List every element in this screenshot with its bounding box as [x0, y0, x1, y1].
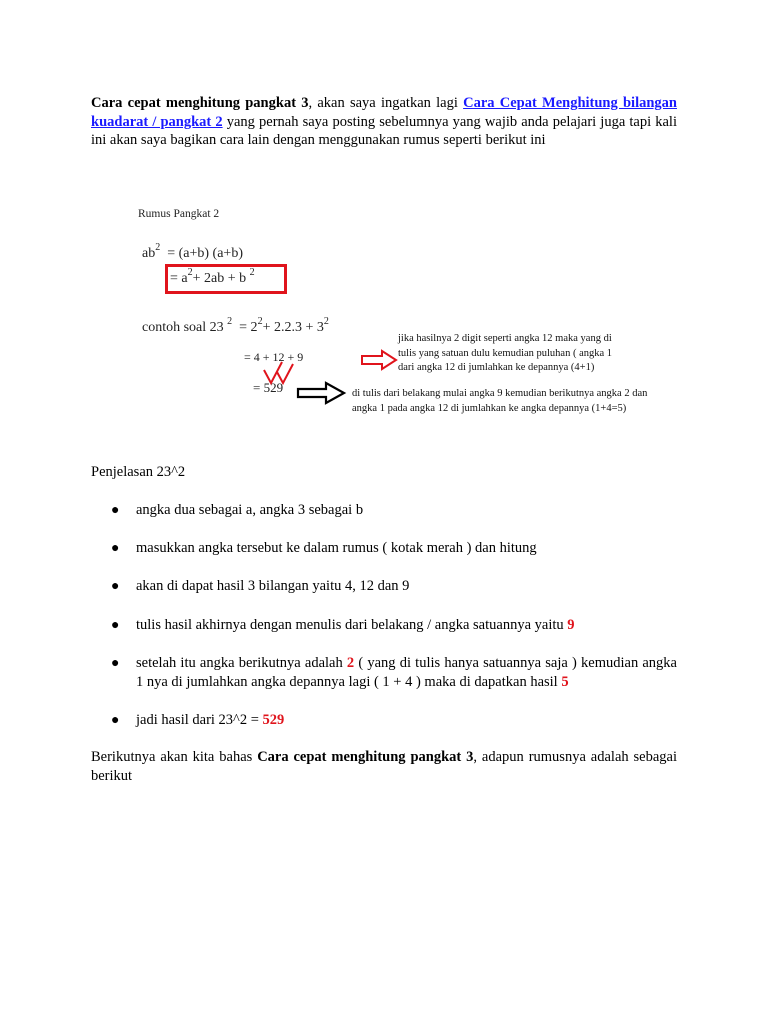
note-2: di tulis dari belakang mulai angka 9 kemudian berikutnya angka 2 dan angka 1 pada angka 12 di jumlahkan ke angka depannya (1+4=5) [352, 388, 648, 414]
formula-figure [130, 200, 690, 440]
bullet-icon: ● [111, 618, 120, 633]
note-1: jika hasilnya 2 digit seperti angka 12 maka yang di tulis yang satuan dulu kemudian puluhan ( angka 1 dari angka 12 di jumlahkan ke depannya (4+1) [398, 333, 613, 373]
red-arrow-icon [362, 351, 396, 369]
outro-paragraph: Berikutnya akan kita bahas Cara cepat menghitung pangkat 3, adapun rumusnya adalah sebagai berikut [91, 749, 678, 784]
explanation-title: Penjelasan 23^2 [91, 464, 186, 480]
formula-line-1: $ab^2 = (a+b)$ (a+b) [142, 242, 243, 261]
highlight-2: 2 [346, 655, 355, 671]
boxed-formula: = $a^2+ 2ab + b$ $^2$ [170, 267, 255, 286]
outro-bold: Cara cepat menghitung pangkat 3 [257, 749, 474, 765]
bullet-icon: ● [111, 541, 120, 556]
bullet-icon: ● [111, 656, 120, 671]
bullet-icon: ● [111, 579, 120, 594]
example-line-1: contoh soal 23 $^2 = 2^2+ 2.2.3 + 3^2$ [142, 316, 329, 335]
black-arrow-icon [298, 383, 344, 403]
highlight-529: 529 [262, 712, 285, 728]
intro-text-2: yang pernah saya posting sebelumnya yang wajib anda pelajari juga tapi kali ini akan saya bagikan cara lain dengan menggunakan rumus seperti berikut ini [91, 113, 677, 148]
figure-heading: Rumus Pangkat 2 [138, 208, 220, 220]
example-line-3: = 529 [253, 380, 284, 395]
intro-text-1: , akan saya ingatkan lagi [308, 95, 464, 111]
highlight-5: 5 [561, 674, 569, 690]
highlight-9: 9 [567, 617, 575, 633]
bullet-icon: ● [111, 503, 120, 518]
red-check-mark-1 [264, 362, 282, 383]
intro-bold-title: Cara cepat menghitung pangkat 3 [91, 95, 309, 111]
intro-paragraph [91, 94, 677, 150]
bullet-icon: ● [111, 713, 120, 728]
example-line-2: = 4 + 12 + 9 [244, 350, 304, 364]
link-pangkat-2[interactable]: Cara Cepat Menghitung bilangan kuadarat / pangkat 2 [91, 95, 677, 130]
